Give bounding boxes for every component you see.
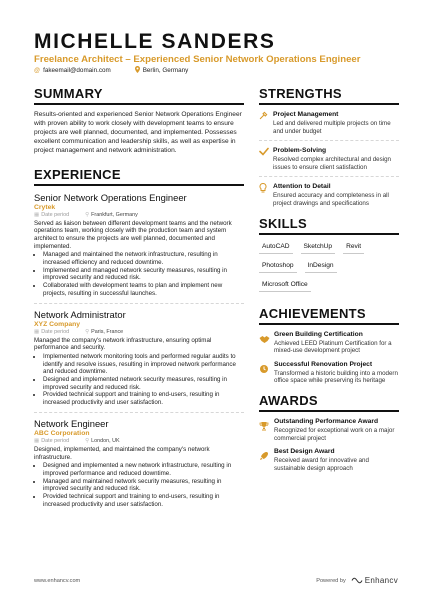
brand-name: Enhancv <box>364 576 398 585</box>
experience-item <box>34 418 244 514</box>
achievement-item-description: Achieved LEED Platinum Certification for a mixed-use development project <box>274 339 392 355</box>
job-title: Network Administrator <box>34 308 126 320</box>
job-bullets <box>34 251 244 297</box>
summary-text: Results-oriented and experienced Senior Network Operations Engineer with proven ability to work closely with development teams to ensure projects are well planned, documented, and implemented. Possesses excellent communication and leadership skills, as well as expertise in project management and network administration. <box>34 111 242 154</box>
calendar-icon: ▦ <box>34 328 40 335</box>
job-meta <box>34 438 244 444</box>
email-icon: @ <box>34 67 41 74</box>
bullet-item: • Provided technical support and training to end-users, resulting in increased productivity and user satisfaction. <box>43 391 244 406</box>
footer-brand <box>316 576 398 585</box>
achievements-list <box>259 331 399 385</box>
bullet-item: • Designed and implemented network security measures, resulting in improved security and reduced risk. <box>43 376 244 391</box>
job-meta <box>34 329 244 335</box>
experience-heading: EXPERIENCE <box>34 167 244 186</box>
skill-tag: InDesign <box>305 260 337 273</box>
enhancv-logo[interactable] <box>351 576 398 585</box>
strengths-list <box>259 111 399 208</box>
strength-title: Problem-Solving <box>273 147 327 155</box>
footer-website[interactable]: www.enhancv.com <box>34 577 81 584</box>
company-name: XYZ Company <box>34 320 81 328</box>
job-description: Designed, implemented, and maintained the company's network infrastructure. <box>34 445 210 461</box>
award-item-description: Recognized for exceptional work on a major commercial project <box>274 426 395 442</box>
experience-item <box>34 192 244 304</box>
divider <box>259 140 399 141</box>
strength-title: Attention to Detail <box>273 183 331 191</box>
trophy-icon <box>259 418 274 442</box>
achievements-heading: ACHIEVEMENTS <box>259 306 399 325</box>
awards-list <box>259 418 399 472</box>
experience-item <box>34 309 244 413</box>
bullet-item: • Designed and implemented a new network infrastructure, resulting in improved performance and reduced downtime. <box>43 462 244 477</box>
bullet-item: • Managed and maintained network security measures, resulting in improved security and reduced risk. <box>43 478 244 493</box>
award-item <box>259 448 399 472</box>
skill-tag: Revit <box>343 241 364 254</box>
experience-list <box>34 192 244 514</box>
skills-heading: SKILLS <box>259 216 399 235</box>
award-item-title: Outstanding Performance Award <box>274 417 379 425</box>
footer <box>34 576 398 585</box>
job-location: Frankfurt, Germany <box>91 211 138 218</box>
job-location: Paris, France <box>91 328 124 335</box>
divider <box>259 176 399 177</box>
strength-title: Project Management <box>273 111 339 118</box>
achievement-item-title: Successful Renovation Project <box>274 360 373 368</box>
email-text[interactable]: fakeemail@domain.com <box>43 67 111 74</box>
skill-tag: SketchUp <box>301 241 336 254</box>
job-title: Senior Network Operations Engineer <box>34 191 187 203</box>
job-meta <box>34 212 244 218</box>
skills-list <box>259 241 399 298</box>
location-pin-icon: ⚲ <box>85 437 90 444</box>
skill-tag: AutoCAD <box>259 241 293 254</box>
strength-description: Led and delivered multiple projects on time and under budget <box>273 120 391 135</box>
award-item <box>259 418 399 442</box>
job-location: London, UK <box>91 437 120 444</box>
lightbulb-icon <box>259 183 273 207</box>
skill-tag: Photoshop <box>259 260 297 273</box>
achievement-item-description: Transformed a historic building into a modern office space while preserving its heritage <box>274 369 398 385</box>
handshake-icon <box>259 331 274 355</box>
right-column <box>259 86 399 478</box>
job-description: Served as liaison between different development teams and the network operations team, working closely with the production team and system architect to ensure the projects are well planned, documented and implemented. <box>34 219 232 250</box>
date-period: Date period <box>41 437 70 444</box>
date-period: Date period <box>41 211 70 218</box>
calendar-icon: ▦ <box>34 437 40 444</box>
location-pin-icon <box>135 66 140 75</box>
job-bullets <box>34 353 244 407</box>
date-period: Date period <box>41 328 70 335</box>
strength-item <box>259 111 399 135</box>
strength-description: Ensured accuracy and completeness in all project drawings and specifications <box>273 192 389 207</box>
location-pin-icon: ⚲ <box>85 211 90 218</box>
strength-item <box>259 147 399 171</box>
company-name: Crytek <box>34 203 56 211</box>
strength-description: Resolved complex architectural and design issues to ensure client satisfaction <box>273 156 391 171</box>
contact-bar <box>34 66 188 75</box>
candidate-role: Freelance Architect – Experienced Senior Network Operations Engineer <box>34 54 361 65</box>
award-item-description: Received award for innovative and sustainable design approach <box>274 457 369 472</box>
skill-tag: Microsoft Office <box>259 279 311 292</box>
job-bullets <box>34 462 244 508</box>
strength-item <box>259 183 399 207</box>
bullet-item: • Managed and maintained the network infrastructure, resulting in increased efficiency and reduced downtime. <box>43 251 244 266</box>
job-description: Managed the company's network infrastructure, ensuring optimal performance and security. <box>34 336 212 352</box>
timer-icon <box>259 361 274 385</box>
awards-heading: AWARDS <box>259 393 399 412</box>
achievement-item <box>259 361 399 385</box>
award-item-title: Best Design Award <box>274 448 335 456</box>
location-pin-icon: ⚲ <box>85 328 90 335</box>
tools-icon <box>259 111 273 135</box>
job-title: Network Engineer <box>34 417 109 429</box>
rocket-icon <box>259 448 274 472</box>
summary-heading: SUMMARY <box>34 86 244 105</box>
bullet-item: • Implemented network monitoring tools and performed regular audits to identify and resolve issues, resulting in improved network performance and reduced downtime. <box>43 353 244 376</box>
left-column <box>34 86 244 519</box>
candidate-name: MICHELLE SANDERS <box>34 30 276 53</box>
company-name: ABC Corporation <box>34 429 90 437</box>
location-text: Berlin, Germany <box>142 67 189 74</box>
strengths-heading: STRENGTHS <box>259 86 399 105</box>
achievement-item <box>259 331 399 355</box>
bullet-item: • Collaborated with development teams to plan and implement new projects, resulting in successful launches. <box>43 282 244 297</box>
calendar-icon: ▦ <box>34 211 40 218</box>
bullet-item: • Provided technical support and training to end-users, resulting in increased productivity and user satisfaction. <box>43 493 244 508</box>
achievement-item-title: Green Building Certification <box>274 330 363 338</box>
check-icon <box>259 147 273 171</box>
bullet-item: • Implemented and managed network security measures, resulting in improved security and reduced risk. <box>43 267 244 282</box>
powered-by-label: Powered by <box>316 577 346 584</box>
